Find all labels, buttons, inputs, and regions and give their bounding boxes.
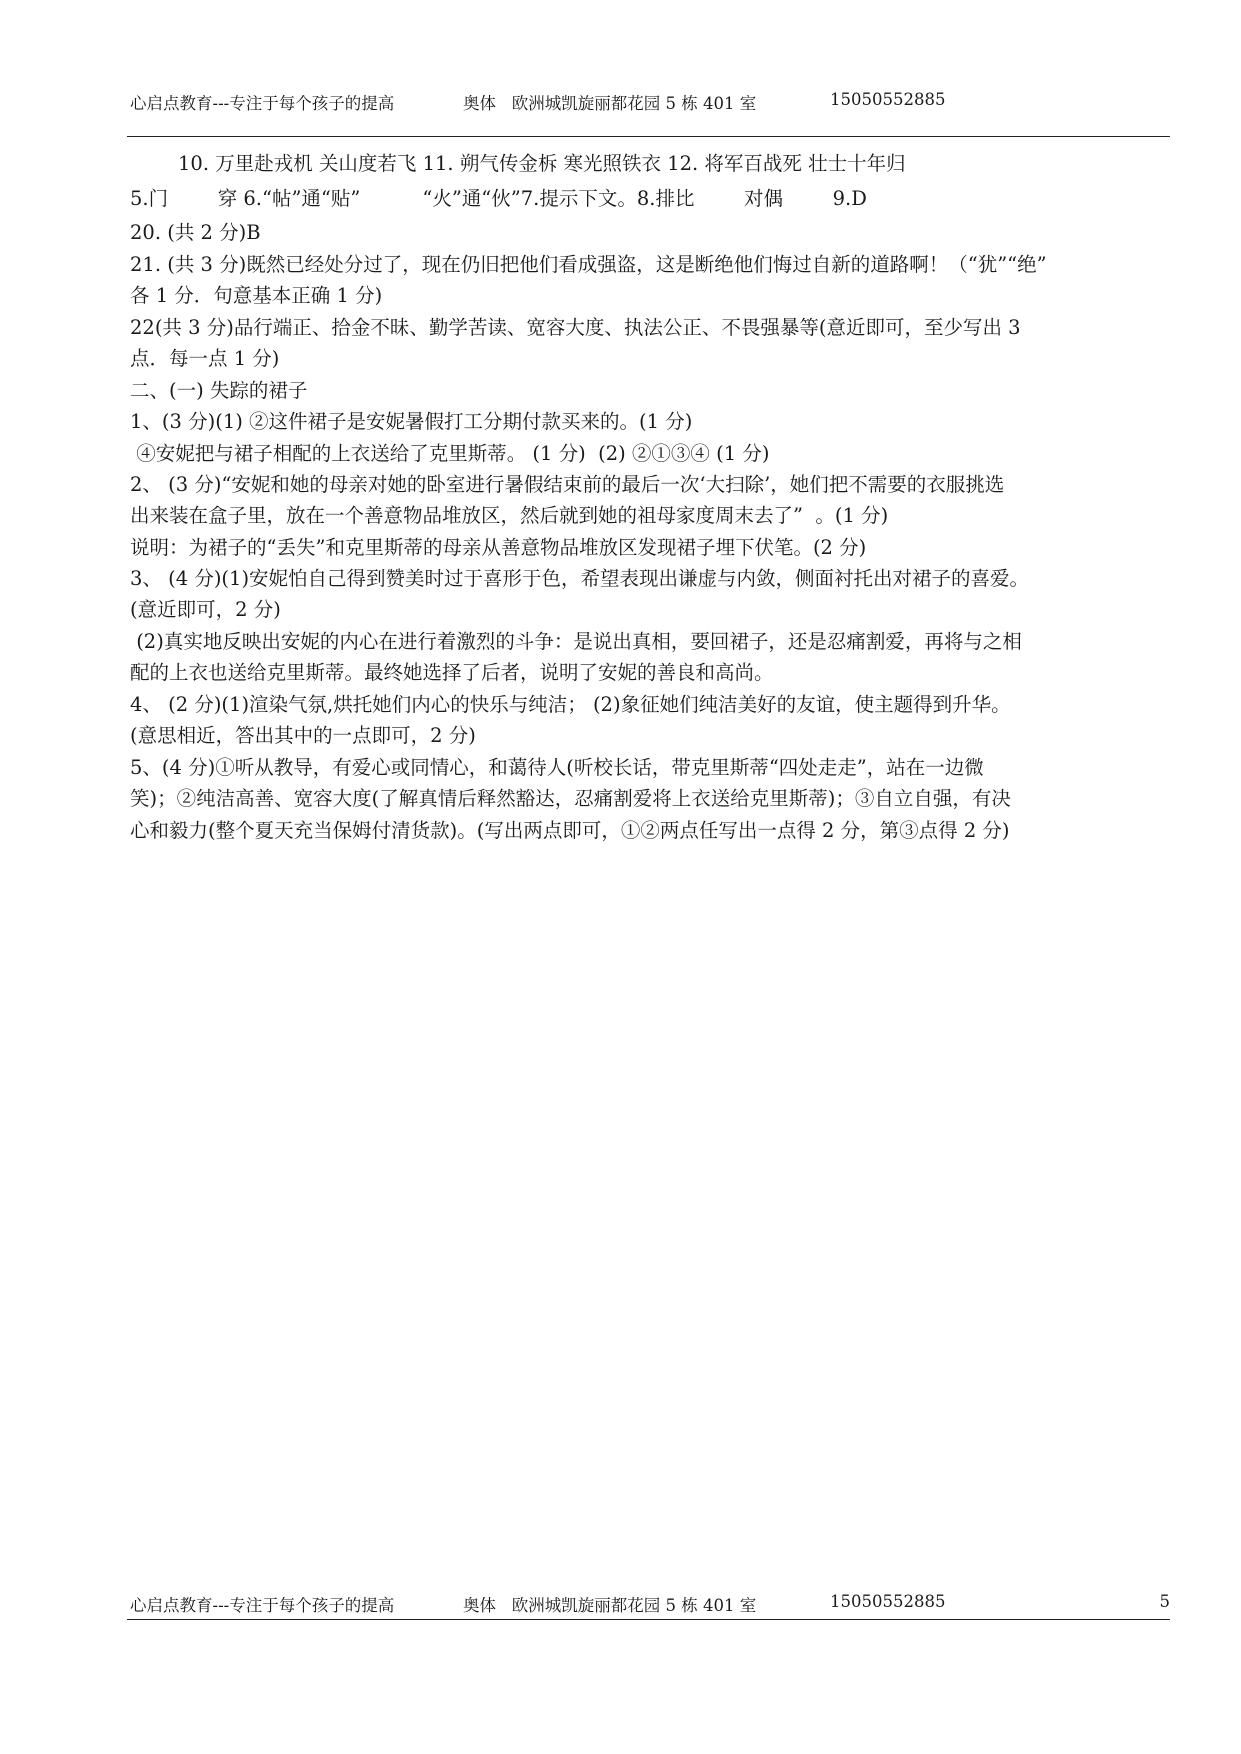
answer-line: 2、 (3 分)“安妮和她的母亲对她的卧室进行暑假结束前的最后一次‘大扫除’，她们把不需要的衣服挑选 bbox=[130, 473, 1005, 496]
answer-line: 10. 万里赴戎机 关山度若飞 11. 朔气传金柝 寒光照铁衣 12. 将军百战死 壮士十年归 bbox=[178, 152, 906, 175]
header-org: 心启点教育---专注于每个孩子的提高 bbox=[130, 94, 395, 113]
answer-line: 心和毅力(整个夏天充当保姆付清货款)。(写出两点即可，①②两点任写出一点得 2 分，第③点得 2 分) bbox=[130, 819, 1010, 842]
answer-line: 1、(3 分)(1) ②这件裙子是安妮暑假打工分期付款买来的。(1 分) bbox=[130, 410, 693, 433]
footer-org: 心启点教育---专注于每个孩子的提高 bbox=[130, 1596, 395, 1615]
footer-phone: 15050552885 bbox=[830, 1592, 946, 1611]
answer-line: (意近即可，2 分) bbox=[130, 598, 281, 621]
answer-line: 5、(4 分)①听从教导，有爱心或同情心，和蔼待人(听校长话，带克里斯蒂“四处走走”，站在一边微 bbox=[130, 756, 984, 779]
answer-line: (意思相近，答出其中的一点即可，2 分) bbox=[130, 724, 476, 747]
answer-line: 笑)；②纯洁高善、宽容大度(了解真情后释然豁达，忍痛割爱将上衣送给克里斯蒂)；③自立自强，有决 bbox=[130, 787, 1011, 810]
answer-line: (2)真实地反映出安妮的内心在进行着激烈的斗争：是说出真相，要回裙子，还是忍痛割爱，再将与之相 bbox=[130, 630, 1022, 653]
answer-line: 4、 (2 分)(1)渲染气氛,烘托她们内心的快乐与纯洁； (2)象征她们纯洁美好的友谊，使主题得到升华。 bbox=[130, 693, 1011, 716]
header-rule bbox=[127, 136, 1170, 137]
answer-line: ④安妮把与裙子相配的上衣送给了克里斯蒂。 (1 分) (2) ②①③④ (1 分) bbox=[130, 442, 770, 465]
answer-line: 5.门 穿 6.“帖”通“贴” “火”通“伙”7.提示下文。8.排比 对偶 9.D bbox=[130, 187, 867, 210]
answer-line: 20. (共 2 分)B bbox=[130, 221, 261, 244]
header-phone: 15050552885 bbox=[830, 90, 946, 109]
header-location: 奥体 欧洲城凯旋丽都花园 5 栋 401 室 bbox=[463, 94, 757, 113]
answer-line: 说明：为裙子的“丢失”和克里斯蒂的母亲从善意物品堆放区发现裙子埋下伏笔。(2 分) bbox=[130, 536, 867, 559]
answer-line: 出来装在盒子里，放在一个善意物品堆放区，然后就到她的祖母家度周末去了” 。(1 分) bbox=[130, 504, 889, 527]
page-footer bbox=[130, 1592, 1170, 1616]
footer-rule bbox=[127, 1619, 1170, 1620]
answer-line: 点．每一点 1 分) bbox=[130, 347, 280, 370]
page-number: 5 bbox=[1159, 1592, 1170, 1611]
page-header bbox=[130, 90, 1130, 116]
answer-line: 3、 (4 分)(1)安妮怕自己得到赞美时过于喜形于色，希望表现出谦虚与内敛，侧面衬托出对裙子的喜爱。 bbox=[130, 567, 1030, 590]
answer-line: 22(共 3 分)品行端正、拾金不昧、勤学苦读、宽容大度、执法公正、不畏强暴等(意近即可，至少写出 3 bbox=[130, 316, 1021, 339]
answer-line: 各 1 分．句意基本正确 1 分) bbox=[130, 284, 383, 307]
answer-line: 配的上衣也送给克里斯蒂。最终她选择了后者，说明了安妮的善良和高尚。 bbox=[130, 661, 774, 684]
answer-line: 21. (共 3 分)既然已经处分过了，现在仍旧把他们看成强盗，这是断绝他们悔过自新的道路啊！（“犹”“绝” bbox=[130, 253, 1047, 276]
footer-location: 奥体 欧洲城凯旋丽都花园 5 栋 401 室 bbox=[463, 1596, 757, 1615]
section-heading: 二、(一) 失踪的裙子 bbox=[130, 379, 308, 402]
